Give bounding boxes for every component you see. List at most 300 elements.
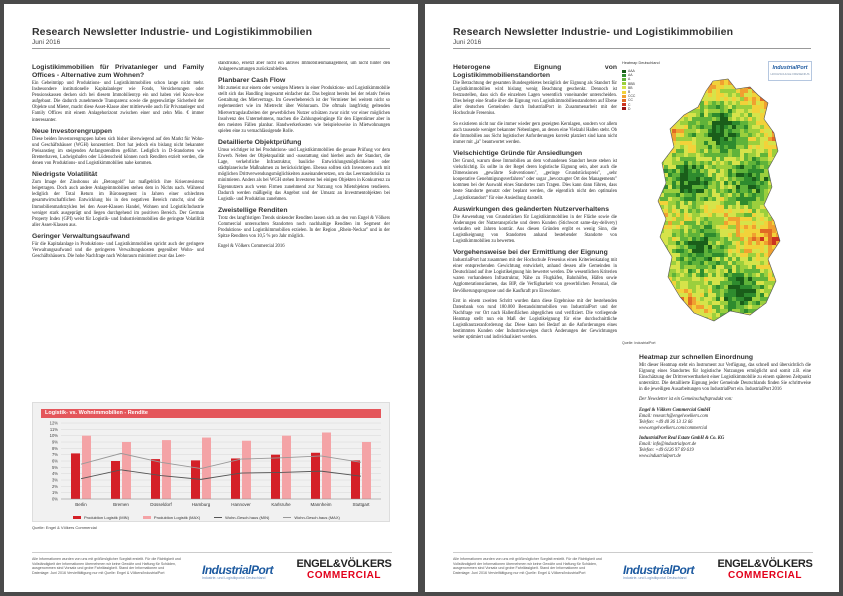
heatmap-cell	[760, 285, 764, 289]
heatmap-cell	[656, 313, 660, 317]
heatmap-cell	[764, 221, 768, 225]
heatmap-cell	[656, 105, 660, 109]
section-text: Die Anwendung von Grundstücken für Logistikimmobilien in der Fläche sowie die Änderungen der Nutzeransprüche und deren Kunden (Stichwort same-day-delivery) verlaufen seit Jahren konträr. Aus diesen Gründen ergibt es wenig Sinn, die Logistikeignung von Standorten anhand bestehender Standorte von Logistikimmobilien zu bewerten.	[453, 214, 617, 244]
heatmap-cell	[664, 81, 668, 85]
heatmap-cell	[752, 133, 756, 137]
heatmap-cell	[676, 301, 680, 305]
heatmap-cell	[732, 257, 736, 261]
heatmap-cell	[684, 137, 688, 141]
heatmap-cell	[696, 289, 700, 293]
heatmap-cell	[752, 197, 756, 201]
heatmap-cell	[704, 293, 708, 297]
heatmap-cell	[696, 189, 700, 193]
heatmap-cell	[680, 265, 684, 269]
heatmap-cell	[668, 181, 672, 185]
heatmap-cell	[692, 117, 696, 121]
heatmap-cell	[724, 305, 728, 309]
heatmap-cell	[676, 181, 680, 185]
heatmap-cell	[740, 277, 744, 281]
heatmap-cell	[696, 277, 700, 281]
heatmap-cell	[696, 201, 700, 205]
heatmap-cell	[740, 293, 744, 297]
heatmap-cell	[700, 217, 704, 221]
heatmap-cell	[760, 229, 764, 233]
section-heading: Auswirkungen des geänderten Nutzerverhaltens	[453, 205, 609, 213]
heatmap-cell	[692, 269, 696, 273]
heatmap-cell	[748, 161, 752, 165]
heatmap-cell	[696, 161, 700, 165]
heatmap-cell	[688, 81, 692, 85]
heatmap-cell	[756, 85, 760, 89]
heatmap-cell	[696, 309, 700, 313]
heatmap-cell	[780, 321, 784, 325]
heatmap-cell	[656, 321, 660, 325]
heatmap-cell	[716, 117, 720, 121]
heatmap-cell	[780, 257, 784, 261]
heatmap-cell	[744, 293, 748, 297]
heatmap-cell	[780, 273, 784, 277]
heatmap-cell	[764, 141, 768, 145]
heatmap-cell	[700, 125, 704, 129]
heatmap-cell	[760, 93, 764, 97]
heatmap-cell	[700, 189, 704, 193]
heatmap-cell	[776, 265, 780, 269]
heatmap-cell	[752, 241, 756, 245]
heatmap-cell	[720, 185, 724, 189]
heatmap-cell	[768, 205, 772, 209]
heatmap-cell	[756, 233, 760, 237]
heatmap-cell	[680, 217, 684, 221]
heatmap-cell	[680, 109, 684, 113]
heatmap-cell	[724, 101, 728, 105]
heatmap-cell	[692, 257, 696, 261]
heatmap-cell	[712, 205, 716, 209]
heatmap-cell	[680, 81, 684, 85]
disclaimer: Alle Informationen wurden von uns mit größtmöglicher Sorgfalt erstellt. Für die Richtigkeit und Vollständigkeit der Informationen übernehmen wir keine Gewähr und Haftung für Schäden, ausgenommen sind Vorsatz und grobe Fahrlässigkeit. Stand der Informationen und Datenlage: Juni 2016 Vervielfältigung nur mit Quelle: Engel & Völkers/IndustrialPort	[32, 557, 181, 575]
heatmap-cell	[692, 189, 696, 193]
heatmap-cell	[780, 145, 784, 149]
heatmap-cell	[752, 109, 756, 113]
heatmap-cell	[772, 289, 776, 293]
heatmap-cell	[660, 105, 664, 109]
heatmap-cell	[724, 137, 728, 141]
heatmap-cell	[720, 137, 724, 141]
heatmap-cell	[716, 185, 720, 189]
heatmap-cell	[752, 229, 756, 233]
heatmap-cell	[744, 93, 748, 97]
heatmap-cell	[772, 121, 776, 125]
heatmap-cell	[724, 165, 728, 169]
heatmap-cell	[780, 189, 784, 193]
heatmap-cell	[672, 265, 676, 269]
heatmap-cell	[780, 241, 784, 245]
heatmap-cell	[664, 313, 668, 317]
heatmap-cell	[692, 149, 696, 153]
heatmap-cell	[732, 137, 736, 141]
heatmap-cell	[692, 125, 696, 129]
heatmap-cell	[748, 89, 752, 93]
heatmap-cell	[720, 213, 724, 217]
heatmap-cell	[760, 181, 764, 185]
heatmap-cell	[708, 305, 712, 309]
heatmap-cell	[676, 153, 680, 157]
heatmap-cell	[672, 105, 676, 109]
heatmap-cell	[680, 85, 684, 89]
heatmap-cell	[764, 85, 768, 89]
heatmap-cell	[656, 181, 660, 185]
heatmap-cell	[680, 77, 684, 81]
heatmap-cell	[780, 113, 784, 117]
heatmap-cell	[716, 89, 720, 93]
heatmap-cell	[732, 145, 736, 149]
heatmap-cell	[748, 169, 752, 173]
heatmap-cell	[704, 221, 708, 225]
heatmap-cell	[660, 133, 664, 137]
heatmap-cell	[720, 181, 724, 185]
heatmap-cell	[764, 125, 768, 129]
heatmap-cell	[720, 233, 724, 237]
heatmap-cell	[744, 105, 748, 109]
heatmap-cell	[660, 269, 664, 273]
heatmap-cell	[724, 145, 728, 149]
heatmap-cell	[760, 117, 764, 121]
heatmap-cell	[672, 313, 676, 317]
heatmap-cell	[708, 185, 712, 189]
heatmap-cell	[732, 77, 736, 81]
contact-ev-email[interactable]: Email: research@engelvoelkers.com	[639, 413, 709, 419]
heatmap-cell	[752, 161, 756, 165]
heatmap-cell	[676, 169, 680, 173]
heatmap-cell	[684, 313, 688, 317]
heatmap-cell	[764, 233, 768, 237]
heatmap-cell	[724, 189, 728, 193]
heatmap-cell	[748, 293, 752, 297]
heatmap-cell	[708, 277, 712, 281]
heatmap-cell	[708, 301, 712, 305]
heatmap-cell	[696, 157, 700, 161]
heatmap-cell	[772, 161, 776, 165]
heatmap-cell	[712, 121, 716, 125]
heatmap-cell	[664, 261, 668, 265]
heatmap-cell	[688, 213, 692, 217]
heatmap-cell	[684, 177, 688, 181]
heatmap-cell	[776, 161, 780, 165]
heatmap-cell	[728, 181, 732, 185]
heatmap-cell	[704, 233, 708, 237]
heatmap-cell	[660, 145, 664, 149]
heatmap-cell	[780, 117, 784, 121]
heatmap-cell	[748, 281, 752, 285]
heatmap-cell	[720, 321, 724, 325]
heatmap-cell	[708, 213, 712, 217]
contact-ip-web[interactable]: www.industrialport.de	[639, 454, 681, 460]
heatmap-cell	[680, 169, 684, 173]
heatmap-cell	[692, 197, 696, 201]
heatmap-cell	[700, 81, 704, 85]
heatmap-cell	[736, 181, 740, 185]
heatmap-cell	[664, 237, 668, 241]
heatmap-cell	[776, 81, 780, 85]
heatmap-cell	[756, 305, 760, 309]
section-text: Ein Gebeimtipp und Produktions- und Logistikimmobilien schon lange nicht mehr. Insbesondere institutionelle Kapitalanleger wie Fonds, Versicherungen oder Pensionskassen decken sich bei diesem Immobilientyp ein und haben viel Know-how aufgebaut. Die dadurch zunehmende Transparenz sowie die gegenwärtige Sicherheit der Objekte und Mieter, macht diese Asset-Klasse aber mittlerweile auch für Privatanleger und Family Offices mit einem Anlagehorizont zwischen einer und zehn Mio. € immer interessanter.	[32, 81, 204, 123]
heatmap-cell	[736, 209, 740, 213]
heatmap-cell	[680, 305, 684, 309]
heatmap-cell	[736, 145, 740, 149]
section-heading: Heterogene Eignung von Logistikimmobilienstandorten	[453, 64, 617, 79]
heatmap-cell	[696, 229, 700, 233]
y-tick-label: 8%	[51, 445, 58, 451]
heatmap-cell	[696, 177, 700, 181]
heatmap-cell	[716, 169, 720, 173]
heatmap-cell	[776, 189, 780, 193]
heatmap-cell	[684, 185, 688, 189]
heatmap-cell	[776, 93, 780, 97]
heatmap-cell	[748, 93, 752, 97]
heatmap-cell	[712, 265, 716, 269]
heatmap-cell	[744, 133, 748, 137]
heatmap-cell	[712, 173, 716, 177]
heatmap-cell	[728, 133, 732, 137]
heatmap-cell	[672, 317, 676, 321]
heatmap-cell	[776, 213, 780, 217]
heatmap-cell	[720, 153, 724, 157]
heatmap-cell	[724, 245, 728, 249]
heatmap-cell	[732, 113, 736, 117]
heatmap-cell	[780, 193, 784, 197]
heatmap-cell	[684, 145, 688, 149]
map-legend-label: D	[628, 106, 631, 111]
heatmap-cell	[668, 121, 672, 125]
heatmap-cell	[768, 249, 772, 253]
heatmap-cell	[756, 273, 760, 277]
page-title: Research Newsletter Industrie- und Logistikimmobilien	[32, 26, 313, 38]
heatmap-cell	[752, 125, 756, 129]
heatmap-cell	[756, 149, 760, 153]
heatmap-cell	[700, 213, 704, 217]
heatmap-cell	[732, 97, 736, 101]
heatmap-cell	[720, 113, 724, 117]
heatmap-cell	[656, 125, 660, 129]
heatmap-cell	[708, 193, 712, 197]
heatmap-cell	[764, 181, 768, 185]
heatmap-cell	[656, 253, 660, 257]
heatmap-cell	[712, 309, 716, 313]
heatmap-cell	[744, 237, 748, 241]
heatmap-cell	[664, 165, 668, 169]
heatmap-cell	[736, 133, 740, 137]
heatmap-cell	[756, 125, 760, 129]
heatmap-cell	[692, 229, 696, 233]
heatmap-cell	[736, 105, 740, 109]
heatmap-cell	[748, 285, 752, 289]
heatmap-cell	[752, 97, 756, 101]
heatmap-cell	[696, 257, 700, 261]
heatmap-cell	[696, 221, 700, 225]
heatmap-cell	[668, 197, 672, 201]
contact-ev-web[interactable]: www.engelvoelkers.com/commercial	[639, 425, 708, 431]
heatmap-cell	[748, 153, 752, 157]
engel-voelkers-logo-text: ENGEL&VÖLKERS	[296, 558, 392, 570]
contact-ip-email[interactable]: Email: info@industrialport.de	[639, 442, 697, 448]
heatmap-cell	[684, 149, 688, 153]
heatmap-cell	[668, 125, 672, 129]
heatmap-cell	[716, 241, 720, 245]
heatmap-cell	[660, 285, 664, 289]
heatmap-cell	[684, 201, 688, 205]
heatmap-cell	[680, 321, 684, 325]
heatmap-cell	[680, 129, 684, 133]
heatmap-cell	[756, 221, 760, 225]
heatmap-cell	[756, 181, 760, 185]
heatmap-cell	[692, 217, 696, 221]
heatmap-cell	[768, 309, 772, 313]
heatmap-cell	[748, 237, 752, 241]
heatmap-cell	[700, 281, 704, 285]
heatmap-cell	[668, 217, 672, 221]
heatmap-cell	[744, 121, 748, 125]
heatmap-cell	[720, 269, 724, 273]
heatmap-cell	[696, 197, 700, 201]
heatmap-cell	[732, 189, 736, 193]
heatmap-cell	[748, 133, 752, 137]
heatmap-cell	[700, 309, 704, 313]
heatmap-cell	[752, 321, 756, 325]
heatmap-cell	[740, 189, 744, 193]
heatmap-cell	[664, 273, 668, 277]
heatmap-cell	[712, 281, 716, 285]
heatmap-cell	[760, 101, 764, 105]
heatmap-cell	[680, 113, 684, 117]
heatmap-cell	[668, 321, 672, 325]
heatmap-cell	[672, 261, 676, 265]
heatmap-cell	[696, 237, 700, 241]
heatmap-cell	[760, 165, 764, 169]
heatmap-cell	[672, 81, 676, 85]
heatmap-cell	[668, 261, 672, 265]
heatmap-cell	[768, 237, 772, 241]
heatmap-cell	[708, 157, 712, 161]
heatmap-cell	[700, 289, 704, 293]
heatmap-cell	[752, 137, 756, 141]
bar-logistik-min	[71, 453, 80, 499]
heatmap-cell	[716, 225, 720, 229]
heatmap-cell	[684, 81, 688, 85]
heatmap-cell	[700, 201, 704, 205]
heatmap-cell	[664, 125, 668, 129]
heatmap-cell	[692, 301, 696, 305]
heatmap-cell	[680, 237, 684, 241]
heatmap-cell	[720, 89, 724, 93]
heatmap-cell	[664, 321, 668, 325]
heatmap-cell	[712, 141, 716, 145]
heatmap-cell	[736, 237, 740, 241]
heatmap-cell	[780, 89, 784, 93]
heatmap-cell	[736, 269, 740, 273]
heatmap-cell	[772, 213, 776, 217]
heatmap-cell	[684, 293, 688, 297]
heatmap-cell	[716, 181, 720, 185]
heatmap-cell	[664, 281, 668, 285]
heatmap-cell	[668, 145, 672, 149]
heatmap-cell	[664, 209, 668, 213]
heatmap-cell	[756, 321, 760, 325]
heatmap-cell	[704, 285, 708, 289]
section-text: Erst in einem zweiten Schritt wurden dann diese Ergebnisse mit der bestehenden Datenbank von rund 180.000 Bestandsimmobilien von IndustrialPort und der Nachfrage vor Ort nach Hallenflächen abgeglichen und verifiziert. Die vorliegende Heatmap stellt nun ein Maß der Logistikeignung für eine durchschnittliche Logistiknutzeranforderung dar. Diese kann bei Bedarf an die Anforderungen eines bestimmten Kunden oder Industriezweiges durch Änderungen der Gewichtungen weiter optimiert und individualisiert werden.	[453, 298, 617, 341]
heatmap-cell	[736, 213, 740, 217]
heatmap-cell	[688, 117, 692, 121]
heatmap-cell	[668, 105, 672, 109]
heatmap-cell	[704, 169, 708, 173]
heatmap-cell	[752, 225, 756, 229]
heatmap-cell	[752, 217, 756, 221]
heatmap-cell	[700, 109, 704, 113]
heatmap-cell	[708, 209, 712, 213]
heatmap-cell	[684, 213, 688, 217]
heatmap-cell	[728, 125, 732, 129]
heatmap-cell	[740, 161, 744, 165]
header-rule	[32, 48, 390, 49]
heatmap-cell	[732, 161, 736, 165]
heatmap-cell	[676, 101, 680, 105]
heatmap-cell	[660, 77, 664, 81]
heatmap-cell	[760, 289, 764, 293]
heatmap-cell	[736, 321, 740, 325]
heatmap-cell	[696, 293, 700, 297]
heatmap-cell	[720, 273, 724, 277]
heatmap-cell	[764, 237, 768, 241]
heatmap-cell	[720, 149, 724, 153]
x-tick-label: Mannheim	[310, 502, 332, 507]
heatmap-cell	[716, 265, 720, 269]
heatmap-cell	[672, 185, 676, 189]
heatmap-cell	[700, 185, 704, 189]
heatmap-cell	[732, 133, 736, 137]
heatmap-cell	[756, 137, 760, 141]
heatmap-cell	[776, 133, 780, 137]
heatmap-cell	[776, 297, 780, 301]
heatmap-cell	[768, 149, 772, 153]
heatmap-cell	[664, 265, 668, 269]
heatmap-cell	[676, 93, 680, 97]
heatmap-cell	[772, 81, 776, 85]
heatmap-cell	[776, 277, 780, 281]
heatmap-cell	[704, 77, 708, 81]
heatmap-cell	[672, 321, 676, 325]
heatmap-cell	[676, 125, 680, 129]
heatmap-cell	[712, 185, 716, 189]
heatmap-cell	[656, 309, 660, 313]
heatmap-cell	[744, 197, 748, 201]
heatmap-cell	[672, 309, 676, 313]
heatmap-cell	[728, 273, 732, 277]
heatmap-cell	[744, 165, 748, 169]
page-date: Juni 2016	[32, 39, 61, 46]
heatmap-cell	[776, 137, 780, 141]
heatmap-cell	[704, 145, 708, 149]
heatmap-cell	[688, 209, 692, 213]
heatmap-cell	[728, 221, 732, 225]
heatmap-cell	[712, 297, 716, 301]
heatmap-cell	[700, 149, 704, 153]
heatmap-cell	[680, 89, 684, 93]
heatmap-cell	[728, 249, 732, 253]
legend-item-2	[214, 515, 269, 520]
heatmap-cell	[724, 293, 728, 297]
heatmap-cell	[700, 129, 704, 133]
heatmap-cell	[716, 137, 720, 141]
bar-logistik-min	[111, 461, 120, 499]
heatmap-cell	[724, 249, 728, 253]
